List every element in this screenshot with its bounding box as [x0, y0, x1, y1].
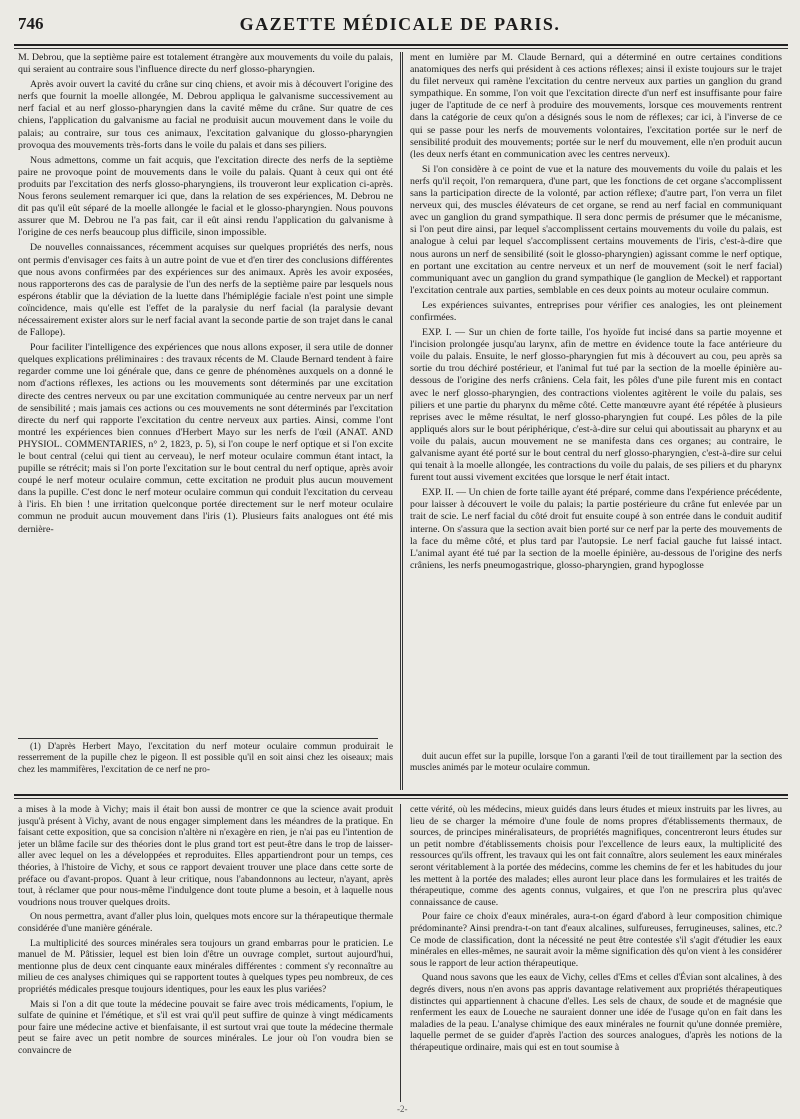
paragraph: On nous permettra, avant d'aller plus loin, quelques mots encore sur la thérapeutique thermale considérée d'une manière générale. [18, 911, 393, 934]
paragraph: Mais si l'on a dit que toute la médecine pouvait se faire avec trois médicaments, l'opium, le sulfate de quinine et l'émétique, et s'il est vrai qu'il peut suffire de quinze à vingt médicaments pour faire une médecine active et bienfaisante, il est surtout vrai que toute la médecine thermale peut se faire avec un petit nombre de sources minérales. Le jour où l'on voudra bien se convaincre de [18, 998, 393, 1056]
footnote-text: duit aucun effet sur la pupille, lorsque l'on a garanti l'œil de tout tiraillement par la section des muscles animés par le moteur oculaire commun. [410, 752, 782, 774]
page-number: 746 [18, 14, 44, 33]
upper-right-column [410, 52, 782, 742]
lower-right-column [410, 804, 782, 1102]
upper-left-column [18, 52, 393, 732]
footnote-rule [18, 738, 378, 739]
column-divider-lower [400, 804, 401, 1102]
paragraph: De nouvelles connaissances, récemment acquises sur quelques propriétés des nerfs, nous ont permis d'envisager ces faits à un autre point de vue et d'en tirer des conclusions différentes que nous avons confirmées par des expériences sur des animaux. Après les avoir exposées, nous rapporterons des cas de paralysie de l'un des nerfs de la septième paire par lesquels nous espérons établir que la déviation de la luette dans l'hémiplégie faciale n'est point une simple coïncidence, mais qu'elle est l'effet de la paralysie du nerf facial (la paralysie devant nécessairement exister alors sur le nerf facial avant la seconde partie de son trajet dans le canal de Fallope). [18, 242, 393, 339]
paragraph: a mises à la mode à Vichy; mais il était bon aussi de montrer ce que la science avait produit jusqu'à présent à Vichy, avant de nous engager simplement dans les méandres de la pratique. En faisant cette exposition, que sa concision n'altère ni n'exagère en rien, je n'ai pas eu l'intention de jeter un blâme facile sur des théories dont le plus grand tort est peut-être dans le trop de laisser-aller avec lequel on les a développées et reproduites. Elles appartiendront pour un temps, ces théories, à l'histoire de Vichy, et sous ce rapport devaient trouver une place dans cette sorte de préface ou d'avant-propos. Quant à leur critique, nous l'abandonnons au lecteur, n'ayant, après tout, à réclamer que pour nous-même l'indulgence dont toute plume a besoin, et à laquelle nous voudrions nous trouver quelques droits. [18, 804, 393, 908]
paragraph: EXP. I. — Sur un chien de forte taille, l'os hyoïde fut incisé dans sa partie moyenne et l'incision prolongée jusqu'au larynx, afin de mettre en évidence toute la face antérieure du voile du palais. Ensuite, le nerf glosso-pharyngien fut mis à découvert au cou, peu après sa sortie du trou déchiré postérieur, et l'animal fut tué par la section de la moelle épinière au-dessous de l'origine des nerfs crâniens. Cela fait, les pôles d'une pile furent mis en contact avec le nerf glosso-pharyngien, des contractions violentes agitèrent le voile du palais, ses piliers et une partie du pharynx du même côté. Cette manœuvre ayant été répétée à plusieurs reprises avec le même résultat, le nerf glosso-pharyngien fut coupé. Les pôles de la pile appliqués alors sur le bout périphérique, c'est-à-dire sur celui qui aboutissait au pharynx et au voile du palais, aucun mouvement ne se manifesta dans ces organes; au contraire, le galvanisme ayant été porté sur le bout central du nerf glosso-pharyngien, c'est-à-dire sur celui qui tenait à la moelle allongée, les contractions du voile du palais, de ses piliers et du pharynx furent tout aussi vivement excitées que lorsque le nerf était intact. [410, 327, 782, 484]
paragraph: Nous admettons, comme un fait acquis, que l'excitation directe des nerfs de la septième paire ne provoque point de mouvements dans le voile du palais. Quant à ceux qui ont été produits par l'excitation des nerfs glosso-pharyngiens, ils trouveront leur explication ci-après. Nous ferons seulement remarquer ici que, dans la relation de ses expériences, M. Debrou ne dit pas qu'il eût séparé de la moelle allongée le facial et le glosso-pharyngien. Nous pouvons assurer que M. Debrou ne l'a pas fait, car il eût ainsi rendu l'application du galvanisme à l'origine de ces nerfs beaucoup plus difficile, sinon impossible. [18, 154, 393, 239]
paragraph: Si l'on considère à ce point de vue et la nature des mouvements du voile du palais et les nerfs qu'il reçoit, l'on remarquera, d'une part, que les fonctions de cet organe s'accomplissent sans la participation directe de la volonté, par action réflexe; d'autre part, l'on verra un filet nerveux qui, des muscles élévateurs de cet organe, se rend au nerf facial en communiquant avec un ganglion du grand sympathique. Il sera donc permis de présumer que le mécanisme, si l'on peut dire ainsi, par lequel s'accomplissent certains mouvements du voile du palais, est analogue à celui par lequel s'accomplissent certains mouvements de l'iris, c'est-à-dire que nous aurons un nerf de sensibilité (soit le glosso-pharyngien) agissant comme le nerf optique, en portant une excitation au centre nerveux et un nerf de mouvement (soit le nerf facial) communiquant avec un ganglion du grand sympathique (le ganglion de Meckel) et rapportant l'excitation centrale aux parties, semblable en ces deux points au moteur oculaire commun. [410, 163, 782, 296]
paragraph: M. Debrou, que la septième paire est totalement étrangère aux mouvements du voile du palais, qui seraient au contraire sous l'influence directe du nerf glosso-pharyngien. [18, 52, 393, 76]
paragraph: ment en lumière par M. Claude Bernard, qui a déterminé en outre certaines conditions anatomiques des nerfs qui président à ces actions réflexes; ainsi il existe toujours sur le trajet du filet nerveux qui ramène l'excitation du centre nerveux aux parties un ganglion du grand sympathique. En somme, l'on voit que l'excitation directe d'un nerf est insuffisante pour faire juger de l'aptitude de ce nerf à produire des mouvements, lorsque ces mouvements rentrent dans la catégorie de ceux qu'on a désignés sous le nom de réflexes; car ici, à l'inverse de ce qui se passe pour les nerfs de mouvements volontaires, l'excitation portée sur le nerf de sensibilité produit des mouvements; portée sur le nerf du mouvement, elle n'en produit aucun (les deux nerfs étant en communication avec les centres nerveux). [410, 52, 782, 160]
paragraph: La multiplicité des sources minérales sera toujours un grand embarras pour le praticien. Le manuel de M. Pâtissier, lequel est bien loin d'être un ouvrage complet, surtout aujourd'hui, mentionne plus de deux cent cinquante eaux minérales différentes : comment s'y reconnaître au milieu de ces analyses chimiques qui se rapportent toutes à quelques types peu nombreux, de ces propriétés médicales presque toujours identiques, pour les eaux les plus variées? [18, 937, 393, 995]
footnote-left [18, 742, 393, 776]
journal-title: GAZETTE MÉDICALE DE PARIS. [239, 14, 561, 34]
paragraph: EXP. II. — Un chien de forte taille ayant été préparé, comme dans l'expérience précédente, pour laisser à découvert le voile du palais; la partie postérieure du crâne fut enlevée par un trait de scie. Le nerf facial du côté droit fut ensuite coupé à son entrée dans le conduit auditif interne. On s'assura que la section avait bien porté sur ce nerf par la perte des mouvements de la face du même côté, et plus tard par l'autopsie. Le nerf facial gauche fut laissé intact. L'animal ayant été tué par la section de la moelle épinière, au-dessous de l'origine des nerfs crâniens, les nerfs pneumogastrique, glosso-pharyngien, grand hypoglosse [410, 487, 782, 571]
paragraph: Pour faciliter l'intelligence des expériences que nous allons exposer, il sera utile de donner quelques explications préliminaires : des travaux récents de M. Claude Bernard tendent à faire regarder comme une loi générale que, dans ce genre de phénomènes auxquels on a donné le nom d'actions réflexes, les actions ou les mouvements sont déterminés par une excitation directe des centres nerveux ou par une excitation communiquée au centre nerveux par un nerf de sensibilité ; mais jamais ces actions ou ces mouvements ne sont déterminés par l'excitation directe du nerf qui rapporte l'excitation du centre nerveux aux parties. Ainsi, comme l'ont montré les expériences bien connues d'Herbert Mayo sur les nerfs de l'œil (ANAT. AND PHYSIOL. COMMENTARIES, n° 2, 1823, p. 5), si l'on coupe le nerf optique et si l'on excite le bout central (celui qui tient au cerveau), le nerf moteur oculaire commun étant intact, la pupille se rétrécit; mais si l'on porte l'excitation sur le bout central du nerf optique, après avoir coupé le nerf moteur oculaire commun, cette excitation ne produit plus aucun mouvement dans la pupille. C'est donc le nerf moteur oculaire commun qui conduit l'excitation du cerveau à l'iris. Eh bien ! une irritation quelconque portée directement sur le nerf moteur oculaire commun ne produit aucun mouvement dans l'iris (1). Plusieurs faits analogues ont été mis dernière- [18, 342, 393, 535]
paragraph: Pour faire ce choix d'eaux minérales, aura-t-on égard d'abord à leur composition chimique prédominante? Ainsi prendra-t-on tant d'eaux alcalines, sulfureuses, ferrugineuses, salines, etc.? Ce mode de classification, dont la nécessité ne peut être contestée s'il s'agit d'étudier les eaux minérales en elles-mêmes, ne saurait avoir la même signification dès qu'on vient à les considérer sous le rapport de leur action thérapeutique. [410, 911, 782, 969]
section-rule [14, 794, 788, 796]
paragraph: Quand nous savons que les eaux de Vichy, celles d'Ems et celles d'Évian sont alcalines, à des degrés divers, nous n'en avons pas appris davantage relativement aux propriétés thérapeutiques distinctes qui appartiennent à chacune d'elles. Les sels de chaux, de soude et de magnésie que renferment les eaux de Loueche ne sauraient donner une idée de l'usage qu'on en fait dans les maladies de la peau. L'analyse chimique des eaux minérales ne fournit qu'une donnée première, laquelle permet de se guider d'après l'action des sources analogues, d'après les notions de la thérapeutique ordinaire, mais qui est en tout soumise à [410, 972, 782, 1053]
footnote-text: (1) D'après Herbert Mayo, l'excitation du nerf moteur oculaire commun produirait le resserrement de la pupille chez le pigeon. Il est possible qu'il en soit ainsi chez les oiseaux; mais chez les mammifères, l'excitation de ce nerf ne pro- [18, 742, 393, 775]
page-mark: -2- [397, 1104, 408, 1114]
paragraph: Les expériences suivantes, entreprises pour vérifier ces analogies, les ont pleinement confirmées. [410, 299, 782, 323]
footnote-right [410, 752, 782, 775]
page-header [14, 14, 786, 40]
header-rule [14, 44, 788, 46]
lower-left-column [18, 804, 393, 1102]
section-rule-thin [14, 798, 788, 799]
paragraph: Après avoir ouvert la cavité du crâne sur cinq chiens, et avoir mis à découvert l'origine des nerfs que fournit la moelle allongée, M. Debrou appliqua le galvanisme successivement au nerf facial et au nerf glosso-pharyngien dans la cavité même du crâne. Sur quatre de ces chiens, l'application du galvanisme au facial ne produisit aucun mouvement dans le voile du palais; au contraire, sur tous ces animaux, l'excitation galvanique du glosso-pharyngien provoqua des mouvements très-forts dans le voile du palais et dans ses piliers. [18, 79, 393, 151]
paragraph: cette vérité, où les médecins, mieux guidés dans leurs études et mieux instruits par les livres, au lieu de se charger la mémoire d'une foule de noms propres d'établissements thermaux, de sources, de principes minéralisateurs, de propriétés magnifiques, concentreront leurs études sur un petit nombre d'établissements choisis pour l'excellence de leurs eaux, la multiplicité des ressources qu'ils offrent, les travaux qui les ont fait connaître, alors seulement les eaux minérales seront véritablement à la portée des médecins, comme les chemins de fer et les habitudes du jour les mettent à la portée des malades; elles auront leur place dans les formulaires et les traités de thérapeutique, comme des agents connus, vulgaires, et que l'on ne prescrira plus qu'avec connaissance de cause. [410, 804, 782, 908]
header-rule-thin [14, 48, 788, 49]
column-divider [400, 52, 403, 790]
